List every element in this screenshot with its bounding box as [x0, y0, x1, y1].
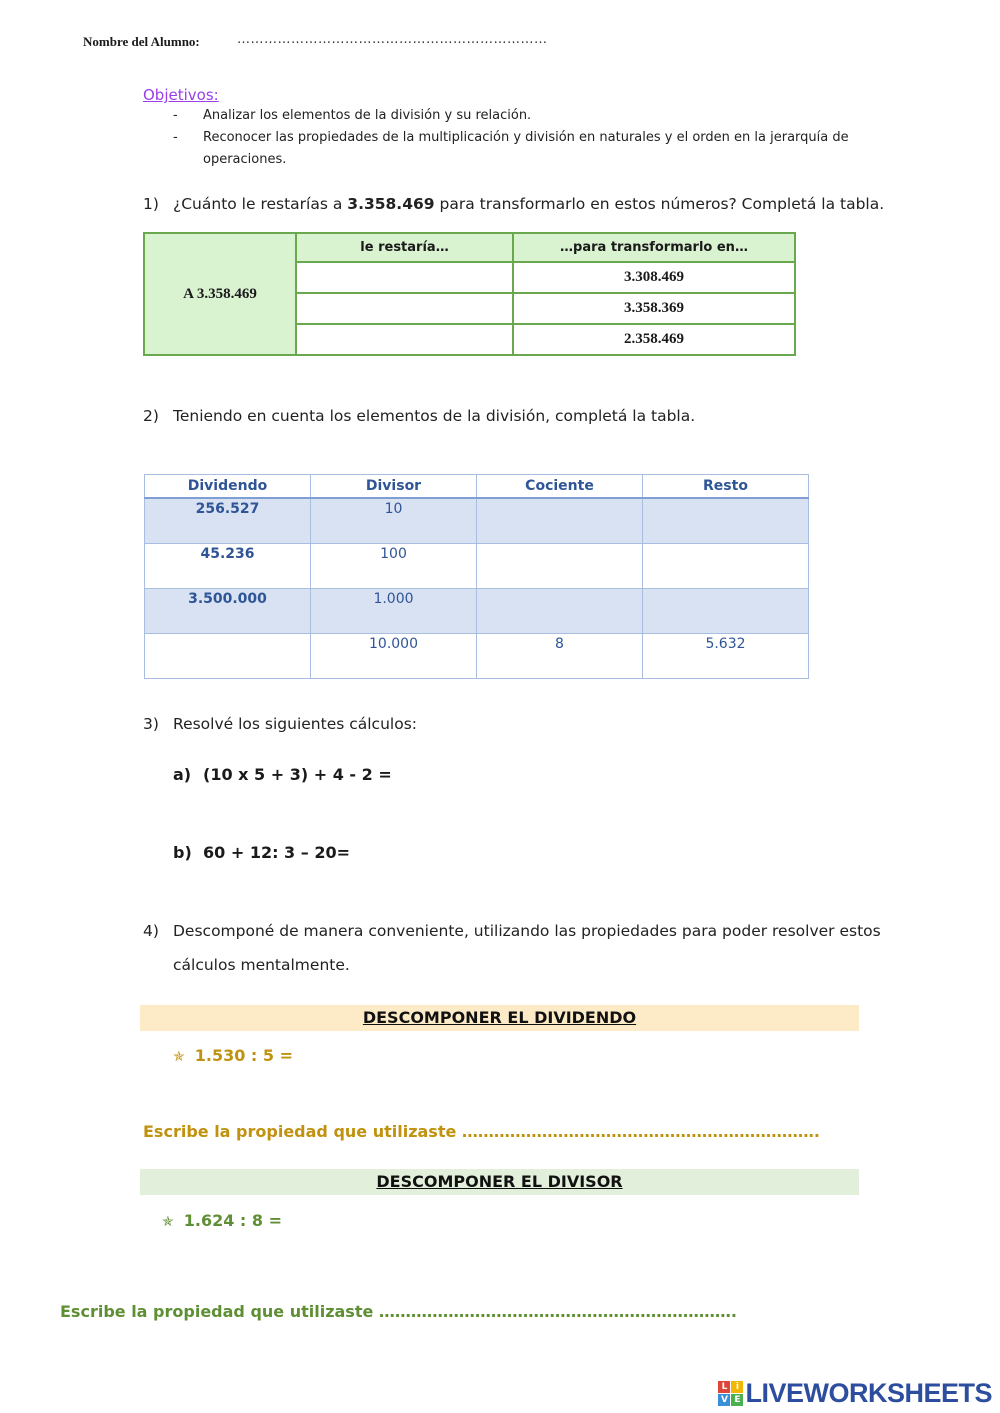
question-number: 1)	[143, 195, 159, 213]
column-header: le restaría…	[296, 233, 513, 262]
decompose-dividend-banner: DESCOMPONER EL DIVIDENDO	[140, 1005, 859, 1031]
question-number: 4)	[143, 922, 159, 940]
target-number: 3.308.469	[513, 262, 795, 293]
dividend-property-prompt[interactable]: Escribe la propiedad que utilizaste ………………………………………………………….	[143, 1122, 820, 1141]
question-1	[143, 195, 885, 217]
divisor-cell: 10	[311, 498, 477, 544]
dividend-calculation: ✯ 1.530 : 5 =	[173, 1046, 293, 1065]
answer-cell[interactable]	[296, 262, 513, 293]
divisor-cell: 100	[311, 544, 477, 589]
question-text: Resolvé los siguientes cálculos:	[173, 715, 417, 733]
remainder-cell: 5.632	[643, 634, 809, 679]
column-header: Resto	[643, 475, 809, 499]
question-text: ¿Cuánto le restarías a 3.358.469 para transformarlo en estos números? Completá la tabla.	[173, 195, 885, 213]
table-row-header: A 3.358.469	[144, 233, 296, 355]
subtraction-table	[143, 232, 796, 356]
table-row	[145, 544, 809, 589]
star-icon: ✯	[173, 1049, 185, 1065]
question-number: 2)	[143, 407, 159, 425]
quotient-cell[interactable]	[477, 498, 643, 544]
decompose-divisor-banner: DESCOMPONER EL DIVISOR	[140, 1169, 859, 1195]
student-name-label: Nombre del Alumno:	[83, 34, 200, 49]
quotient-cell: 8	[477, 634, 643, 679]
dividend-cell[interactable]	[145, 634, 311, 679]
division-table	[144, 474, 809, 679]
divisor-cell: 1.000	[311, 589, 477, 634]
target-number: 2.358.469	[513, 324, 795, 355]
divisor-cell: 10.000	[311, 634, 477, 679]
question-4-continued	[143, 956, 863, 978]
dividend-cell: 256.527	[145, 498, 311, 544]
objectives-title: Objetivos:	[143, 86, 219, 104]
remainder-cell[interactable]	[643, 498, 809, 544]
answer-cell[interactable]	[296, 293, 513, 324]
column-header: Dividendo	[145, 475, 311, 499]
calculation-a: a) (10 x 5 + 3) + 4 - 2 =	[173, 765, 392, 784]
quotient-cell[interactable]	[477, 544, 643, 589]
target-number: 3.358.369	[513, 293, 795, 324]
star-icon: ✯	[162, 1214, 174, 1230]
question-3	[143, 715, 863, 737]
table-row	[145, 634, 809, 679]
question-4	[143, 922, 881, 944]
remainder-cell[interactable]	[643, 544, 809, 589]
column-header: Cociente	[477, 475, 643, 499]
question-number: 3)	[143, 715, 159, 733]
question-text: Teniendo en cuenta los elementos de la división, completá la tabla.	[173, 407, 696, 425]
table-row	[145, 498, 809, 544]
calculation-b: b) 60 + 12: 3 – 20=	[173, 843, 350, 862]
question-text: Descomponé de manera conveniente, utilizando las propiedades para poder resolver estos	[173, 922, 881, 940]
divisor-property-prompt[interactable]: Escribe la propiedad que utilizaste ………………………………………………………….	[60, 1302, 737, 1321]
column-header: Divisor	[311, 475, 477, 499]
dividend-cell: 45.236	[145, 544, 311, 589]
quotient-cell[interactable]	[477, 589, 643, 634]
student-name-field[interactable]: ……………………………………………………………	[237, 32, 548, 47]
table-row	[145, 589, 809, 634]
question-2	[143, 407, 863, 429]
objective-item: - Analizar los elementos de la división y su relación.	[173, 108, 532, 123]
column-header: …para transformarlo en…	[513, 233, 795, 262]
answer-cell[interactable]	[296, 324, 513, 355]
objective-item: - Reconocer las propiedades de la multiplicación y división en naturales y el orden en la jerarquía de operaciones.	[173, 130, 849, 167]
remainder-cell[interactable]	[643, 589, 809, 634]
logo-grid-icon: L i V E	[718, 1381, 743, 1406]
question-text: cálculos mentalmente.	[173, 956, 350, 974]
liveworksheets-logo	[718, 1378, 992, 1408]
logo-text: LIVEWORKSHEETS	[745, 1377, 992, 1408]
divisor-calculation: ✯ 1.624 : 8 =	[162, 1211, 282, 1230]
dividend-cell: 3.500.000	[145, 589, 311, 634]
